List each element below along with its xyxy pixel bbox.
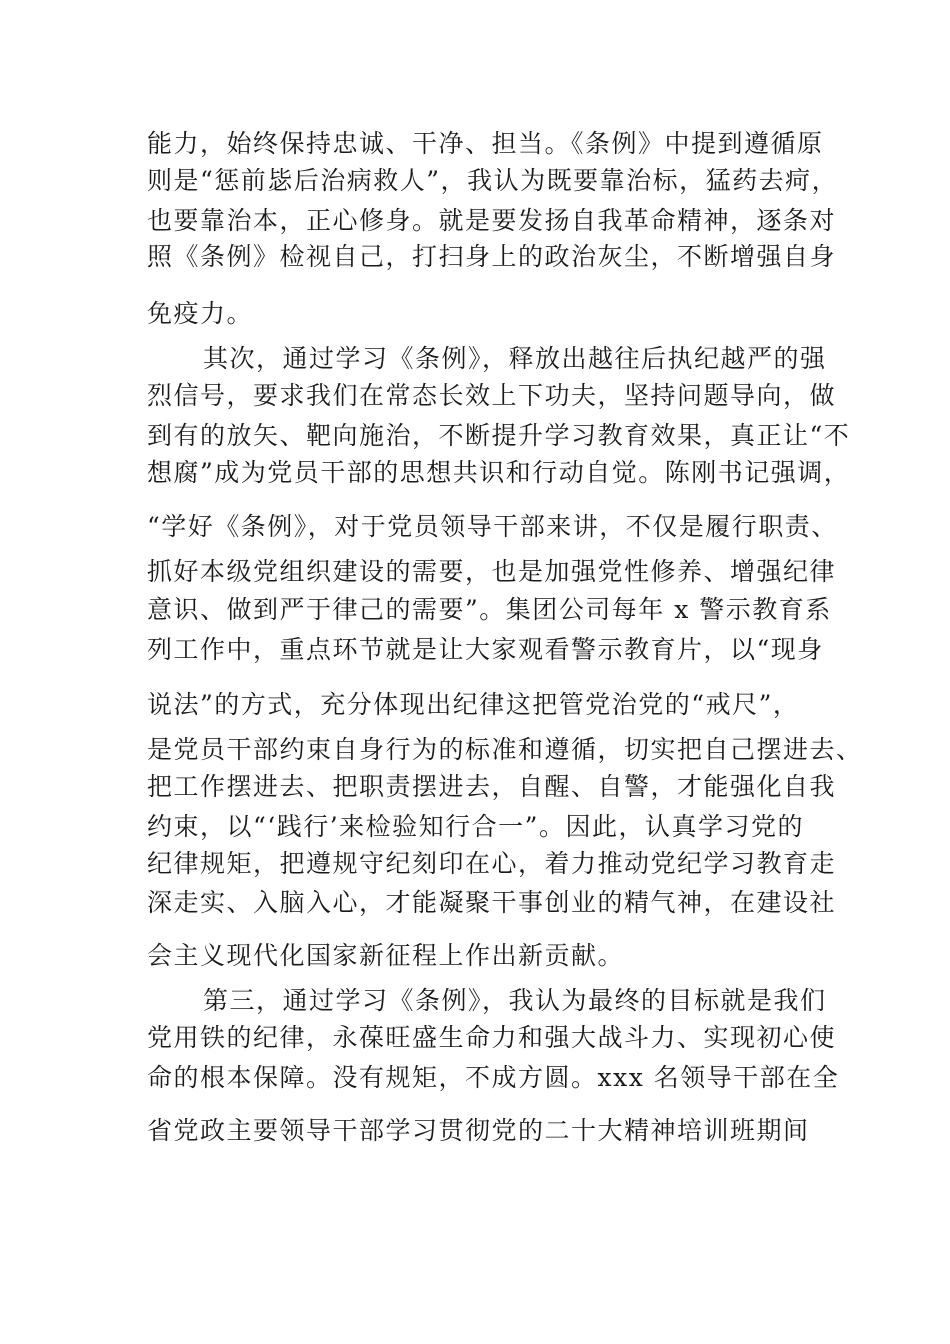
text-line: 纪律规矩，把遵规守纪刻印在心，着力推动党纪学习教育走 <box>147 849 837 878</box>
text-line: 想腐”成为党员干部的思想共识和行动自觉。陈刚书记强调， <box>147 458 851 487</box>
text-line: 说法”的方式，充分体现出纪律这把管党治党的“戒尺”， <box>147 690 800 719</box>
text-line: 照《条例》检视自己，打扫身上的政治灰尘，不断增强自身 <box>147 242 837 271</box>
text-line: 能力，始终保持忠诚、干净、担当。《条例》中提到遵循原 <box>147 129 824 158</box>
text-line: 免疫力。 <box>147 299 254 328</box>
text-line: 列工作中，重点环节就是让大家观看警示教育片，以“现身 <box>147 635 824 664</box>
text-line: 抓好本级党组织建设的需要，也是加强党性修养、增强纪律 <box>147 557 837 586</box>
text-line: 也要靠治本，正心修身。就是要发扬自我革命精神，逐条对 <box>147 206 837 235</box>
text-line: 党用铁的纪律，永葆旺盛生命力和强大战斗力、实现初心使 <box>147 1023 837 1052</box>
text-line: “学好《条例》，对于党员领导干部来讲，不仅是履行职责、 <box>147 512 838 541</box>
paragraph-start-line: 第三，通过学习《条例》，我认为最终的目标就是我们 <box>203 986 827 1015</box>
text-line: 把工作摆进去、把职责摆进去，自醒、自警，才能强化自我 <box>147 772 837 801</box>
text-line: 到有的放矢、靶向施治，不断提升学习教育效果，真正让“不 <box>147 421 851 450</box>
text-line: 则是“惩前毖后治病救人”，我认为既要靠治标，猛药去疴， <box>147 166 839 195</box>
text-line: 会主义现代化国家新征程上作出新贡献。 <box>147 941 625 970</box>
text-line: 烈信号，要求我们在常态长效上下功夫，坚持问题导向，做 <box>147 381 837 410</box>
paragraph-start-line: 其次，通过学习《条例》，释放出越往后执纪越严的强 <box>203 344 827 373</box>
text-line: 深走实、入脑入心，才能凝聚干事创业的精气神，在建设社 <box>147 888 837 917</box>
text-line: 命的根本保障。没有规矩，不成方圆。xxx 名领导干部在全 <box>147 1063 840 1092</box>
text-line: 意识、做到严于律己的需要”。集团公司每年 x 警示教育系 <box>147 595 832 624</box>
text-line: 省党政主要领导干部学习贯彻党的二十大精神培训班期间 <box>147 1116 810 1145</box>
text-line: 约束，以“‘践行’来检验知行合一”。因此，认真学习党的 <box>147 812 804 841</box>
text-line: 是党员干部约束自身行为的标准和遵循，切实把自己摆进去、 <box>147 735 863 764</box>
